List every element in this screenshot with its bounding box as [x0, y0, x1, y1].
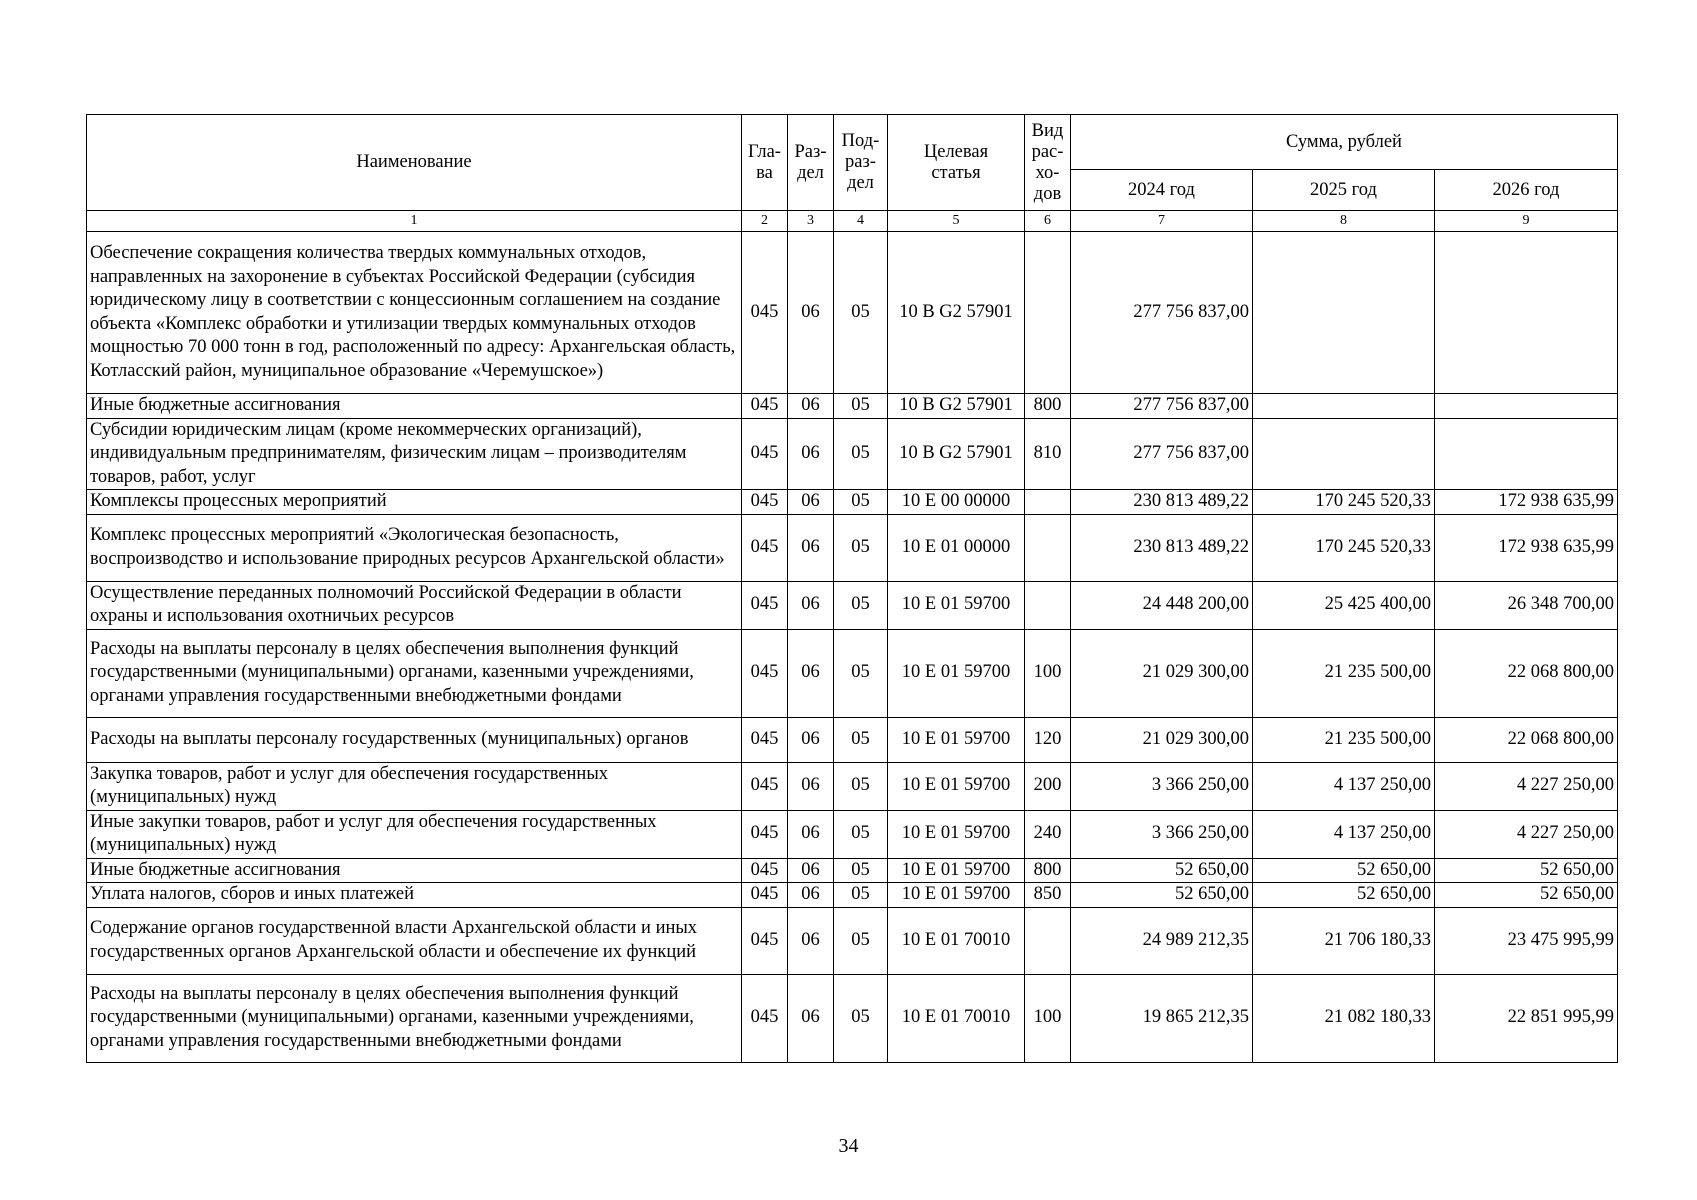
row-amount-2024: 277 756 837,00	[1071, 232, 1253, 394]
row-target-article: 10 Е 01 59700	[888, 629, 1025, 717]
row-target-article: 10 Е 01 00000	[888, 514, 1025, 581]
column-number: 2	[742, 211, 788, 232]
row-expense-type: 240	[1025, 810, 1071, 858]
row-target-article: 10 Е 01 59700	[888, 810, 1025, 858]
row-amount-2025: 52 650,00	[1253, 883, 1435, 908]
row-amount-2026: 172 938 635,99	[1435, 514, 1618, 581]
row-glava: 045	[742, 858, 788, 883]
row-expense-type	[1025, 907, 1071, 974]
row-amount-2025: 21 082 180,33	[1253, 974, 1435, 1062]
column-number-row	[87, 211, 1618, 232]
row-glava: 045	[742, 762, 788, 810]
row-expense-type: 800	[1025, 394, 1071, 419]
row-razdel: 06	[788, 629, 834, 717]
row-amount-2026: 172 938 635,99	[1435, 490, 1618, 515]
row-amount-2024: 277 756 837,00	[1071, 394, 1253, 419]
table-row	[87, 629, 1618, 717]
row-target-article: 10 Е 01 70010	[888, 907, 1025, 974]
row-razdel: 06	[788, 974, 834, 1062]
row-glava: 045	[742, 907, 788, 974]
row-amount-2025: 21 235 500,00	[1253, 629, 1435, 717]
row-target-article: 10 Е 01 70010	[888, 974, 1025, 1062]
row-podrazdel: 05	[834, 762, 888, 810]
row-glava: 045	[742, 629, 788, 717]
row-podrazdel: 05	[834, 907, 888, 974]
row-name: Содержание органов государственной власти Архангельской области и иных государственных органов Архангельской области и обеспечение их функций	[87, 907, 742, 974]
row-amount-2025: 21 235 500,00	[1253, 717, 1435, 762]
table-row	[87, 810, 1618, 858]
row-expense-type	[1025, 581, 1071, 629]
header-vid-rashodov: Вид рас- хо- дов	[1025, 115, 1071, 211]
row-podrazdel: 05	[834, 883, 888, 908]
row-expense-type: 120	[1025, 717, 1071, 762]
row-amount-2024: 277 756 837,00	[1071, 418, 1253, 490]
column-number: 5	[888, 211, 1025, 232]
row-expense-type: 200	[1025, 762, 1071, 810]
row-amount-2026: 22 068 800,00	[1435, 629, 1618, 717]
row-amount-2026: 52 650,00	[1435, 858, 1618, 883]
header-cel-statya: Целевая статья	[888, 115, 1025, 211]
row-podrazdel: 05	[834, 629, 888, 717]
row-amount-2024: 3 366 250,00	[1071, 810, 1253, 858]
column-number: 6	[1025, 211, 1071, 232]
row-podrazdel: 05	[834, 810, 888, 858]
row-podrazdel: 05	[834, 974, 888, 1062]
column-number: 8	[1253, 211, 1435, 232]
row-name: Закупка товаров, работ и услуг для обеспечения государственных (муниципальных) нужд	[87, 762, 742, 810]
row-expense-type	[1025, 514, 1071, 581]
row-amount-2026: 4 227 250,00	[1435, 762, 1618, 810]
table-row	[87, 514, 1618, 581]
row-glava: 045	[742, 974, 788, 1062]
row-razdel: 06	[788, 418, 834, 490]
row-amount-2024: 3 366 250,00	[1071, 762, 1253, 810]
row-name: Обеспечение сокращения количества твердых коммунальных отходов, направленных на захоронение в субъектах Российской Федерации (субсидия юридическому лицу в соответствии с концессионным соглашением на создание объекта «Комплекс обработки и утилизации твердых коммунальных отходов мощностью 70 000 тонн в год, расположенный по адресу: Архангельская область, Котласский район, муниципальное образование «Черемушское»)	[87, 232, 742, 394]
row-glava: 045	[742, 490, 788, 515]
row-razdel: 06	[788, 581, 834, 629]
table-row	[87, 762, 1618, 810]
row-razdel: 06	[788, 717, 834, 762]
column-number: 4	[834, 211, 888, 232]
row-target-article: 10 Е 01 59700	[888, 581, 1025, 629]
row-razdel: 06	[788, 394, 834, 419]
column-number: 9	[1435, 211, 1618, 232]
row-glava: 045	[742, 717, 788, 762]
header-summa: Сумма, рублей	[1071, 115, 1618, 170]
row-glava: 045	[742, 514, 788, 581]
row-glava: 045	[742, 418, 788, 490]
column-number: 1	[87, 211, 742, 232]
row-amount-2024: 19 865 212,35	[1071, 974, 1253, 1062]
row-target-article: 10 В G2 57901	[888, 232, 1025, 394]
row-amount-2026: 23 475 995,99	[1435, 907, 1618, 974]
table-row	[87, 974, 1618, 1062]
row-glava: 045	[742, 883, 788, 908]
row-amount-2026	[1435, 418, 1618, 490]
table-row	[87, 717, 1618, 762]
table-row	[87, 394, 1618, 419]
page-number: 34	[838, 1135, 859, 1157]
row-amount-2026: 26 348 700,00	[1435, 581, 1618, 629]
row-expense-type	[1025, 232, 1071, 394]
row-target-article: 10 В G2 57901	[888, 418, 1025, 490]
row-amount-2025: 25 425 400,00	[1253, 581, 1435, 629]
row-glava: 045	[742, 581, 788, 629]
row-name: Иные бюджетные ассигнования	[87, 858, 742, 883]
row-podrazdel: 05	[834, 858, 888, 883]
row-podrazdel: 05	[834, 418, 888, 490]
table-body	[87, 232, 1618, 1063]
table-row	[87, 232, 1618, 394]
row-razdel: 06	[788, 490, 834, 515]
row-amount-2026: 52 650,00	[1435, 883, 1618, 908]
row-target-article: 10 Е 01 59700	[888, 762, 1025, 810]
row-amount-2026	[1435, 394, 1618, 419]
row-name: Иные бюджетные ассигнования	[87, 394, 742, 419]
row-razdel: 06	[788, 907, 834, 974]
row-podrazdel: 05	[834, 394, 888, 419]
row-amount-2024: 230 813 489,22	[1071, 514, 1253, 581]
row-expense-type: 810	[1025, 418, 1071, 490]
row-podrazdel: 05	[834, 717, 888, 762]
row-amount-2026: 22 851 995,99	[1435, 974, 1618, 1062]
row-amount-2025: 170 245 520,33	[1253, 490, 1435, 515]
row-amount-2024: 24 989 212,35	[1071, 907, 1253, 974]
row-expense-type: 100	[1025, 629, 1071, 717]
row-amount-2025	[1253, 394, 1435, 419]
row-glava: 045	[742, 232, 788, 394]
row-razdel: 06	[788, 883, 834, 908]
row-expense-type: 100	[1025, 974, 1071, 1062]
row-glava: 045	[742, 394, 788, 419]
row-name: Осуществление переданных полномочий Российской Федерации в области охраны и использования охотничьих ресурсов	[87, 581, 742, 629]
row-amount-2024: 21 029 300,00	[1071, 717, 1253, 762]
row-razdel: 06	[788, 232, 834, 394]
table-row	[87, 581, 1618, 629]
row-target-article: 10 Е 01 59700	[888, 858, 1025, 883]
row-podrazdel: 05	[834, 514, 888, 581]
table-row	[87, 858, 1618, 883]
table-row	[87, 907, 1618, 974]
row-amount-2026: 22 068 800,00	[1435, 717, 1618, 762]
header-glava: Гла- ва	[742, 115, 788, 211]
row-amount-2024: 21 029 300,00	[1071, 629, 1253, 717]
row-amount-2025: 21 706 180,33	[1253, 907, 1435, 974]
row-expense-type: 850	[1025, 883, 1071, 908]
row-name: Расходы на выплаты персоналу в целях обеспечения выполнения функций государственными (муниципальными) органами, казенными учреждениями, органами управления государственными внебюджетными фондами	[87, 629, 742, 717]
row-name: Комплекс процессных мероприятий «Экологическая безопасность, воспроизводство и использование природных ресурсов Архангельской области»	[87, 514, 742, 581]
row-name: Комплексы процессных мероприятий	[87, 490, 742, 515]
row-podrazdel: 05	[834, 581, 888, 629]
row-amount-2026: 4 227 250,00	[1435, 810, 1618, 858]
budget-table	[86, 114, 1618, 1063]
row-amount-2026	[1435, 232, 1618, 394]
row-amount-2024: 52 650,00	[1071, 858, 1253, 883]
row-amount-2025: 52 650,00	[1253, 858, 1435, 883]
header-year-2026: 2026 год	[1435, 170, 1618, 211]
row-expense-type: 800	[1025, 858, 1071, 883]
column-number: 3	[788, 211, 834, 232]
column-number: 7	[1071, 211, 1253, 232]
table-row	[87, 883, 1618, 908]
row-amount-2025: 170 245 520,33	[1253, 514, 1435, 581]
row-expense-type	[1025, 490, 1071, 515]
row-name: Расходы на выплаты персоналу в целях обеспечения выполнения функций государственными (муниципальными) органами, казенными учреждениями, органами управления государственными внебюджетными фондами	[87, 974, 742, 1062]
row-target-article: 10 Е 00 00000	[888, 490, 1025, 515]
row-podrazdel: 05	[834, 232, 888, 394]
header-year-2025: 2025 год	[1253, 170, 1435, 211]
row-amount-2025	[1253, 232, 1435, 394]
header-year-2024: 2024 год	[1071, 170, 1253, 211]
row-razdel: 06	[788, 858, 834, 883]
row-name: Иные закупки товаров, работ и услуг для обеспечения государственных (муниципальных) нужд	[87, 810, 742, 858]
header-razdel: Раз- дел	[788, 115, 834, 211]
row-name: Расходы на выплаты персоналу государственных (муниципальных) органов	[87, 717, 742, 762]
row-amount-2025	[1253, 418, 1435, 490]
row-name: Субсидии юридическим лицам (кроме некоммерческих организаций), индивидуальным предпринимателям, физическим лицам – производителям товаров, работ, услуг	[87, 418, 742, 490]
row-razdel: 06	[788, 514, 834, 581]
row-glava: 045	[742, 810, 788, 858]
row-target-article: 10 Е 01 59700	[888, 883, 1025, 908]
table-row	[87, 490, 1618, 515]
row-amount-2025: 4 137 250,00	[1253, 810, 1435, 858]
header-name: Наименование	[87, 115, 742, 211]
row-amount-2025: 4 137 250,00	[1253, 762, 1435, 810]
row-amount-2024: 230 813 489,22	[1071, 490, 1253, 515]
row-target-article: 10 В G2 57901	[888, 394, 1025, 419]
row-amount-2024: 52 650,00	[1071, 883, 1253, 908]
table-row	[87, 418, 1618, 490]
row-podrazdel: 05	[834, 490, 888, 515]
row-amount-2024: 24 448 200,00	[1071, 581, 1253, 629]
row-target-article: 10 Е 01 59700	[888, 717, 1025, 762]
row-razdel: 06	[788, 810, 834, 858]
row-razdel: 06	[788, 762, 834, 810]
row-name: Уплата налогов, сборов и иных платежей	[87, 883, 742, 908]
header-podrazdel: Под- раз- дел	[834, 115, 888, 211]
